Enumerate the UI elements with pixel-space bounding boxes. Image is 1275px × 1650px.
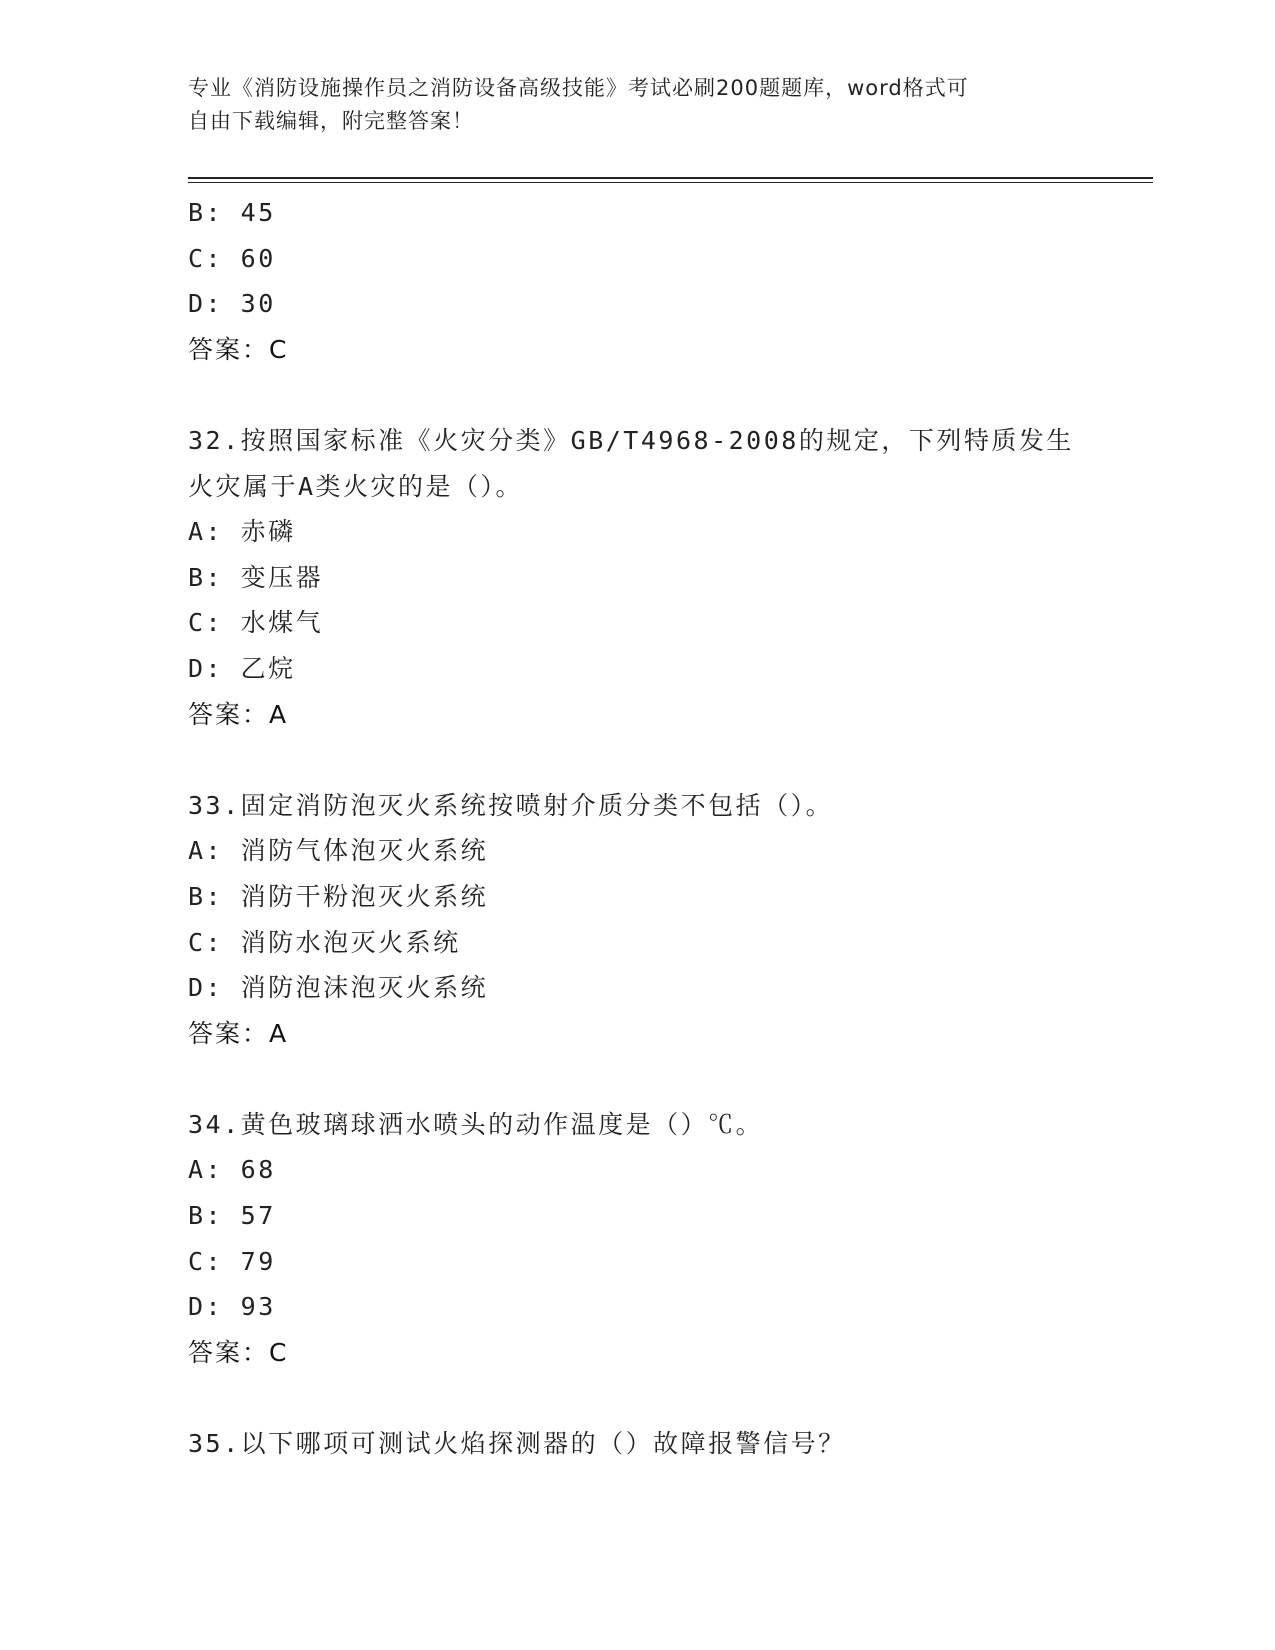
document-header	[188, 72, 1068, 138]
option-c: C: 消防水泡灭火系统	[188, 927, 461, 957]
option-b: B: 消防干粉泡灭火系统	[188, 881, 489, 911]
question-stem-line-1: 33.固定消防泡灭火系统按喷射介质分类不包括（）。	[188, 790, 834, 820]
option-b: B: 45	[188, 198, 276, 227]
option-b: B: 变压器	[188, 562, 324, 592]
question-list	[188, 190, 1088, 1467]
header-line-1: 专业《消防设施操作员之消防设备高级技能》考试必刷200题题库，word格式可	[188, 76, 969, 100]
answer-line: 答案：C	[188, 334, 289, 364]
answer-line: 答案：A	[188, 1018, 289, 1048]
spacer	[188, 1375, 1088, 1421]
header-divider-thick	[188, 177, 1153, 179]
option-a: A: 68	[188, 1155, 276, 1185]
option-c: C: 60	[188, 243, 276, 273]
question-stem-line-1: 32.按照国家标准《火灾分类》GB/T4968-2008的规定，下列特质发生	[188, 425, 1074, 455]
question-stem-line-1: 34.黄色玻璃球洒水喷头的动作温度是（）℃。	[188, 1109, 764, 1139]
question-35	[188, 1421, 1088, 1467]
option-a: A: 赤磷	[188, 517, 296, 547]
header-divider-thin	[188, 182, 1153, 183]
option-c: C: 79	[188, 1246, 276, 1276]
answer-line: 答案：A	[188, 699, 289, 729]
question-31-continued	[188, 190, 1088, 372]
question-32	[188, 418, 1088, 737]
question-stem-line-1: 35.以下哪项可测试火焰探测器的（）故障报警信号？	[188, 1429, 846, 1459]
option-b: B: 57	[188, 1201, 276, 1231]
option-d: D: 乙烷	[188, 653, 296, 683]
question-stem-line-2: 火灾属于A类火灾的是（）。	[188, 471, 524, 501]
question-33	[188, 783, 1088, 1057]
header-line-2: 自由下载编辑，附完整答案！	[188, 109, 474, 133]
question-34	[188, 1102, 1088, 1376]
option-d: D: 93	[188, 1292, 276, 1322]
option-d: D: 30	[188, 289, 276, 319]
spacer	[188, 737, 1088, 783]
option-c: C: 水煤气	[188, 608, 324, 638]
option-a: A: 消防气体泡灭火系统	[188, 836, 489, 866]
option-d: D: 消防泡沫泡灭火系统	[188, 973, 489, 1003]
spacer	[188, 372, 1088, 418]
answer-line: 答案：C	[188, 1337, 289, 1367]
spacer	[188, 1056, 1088, 1102]
